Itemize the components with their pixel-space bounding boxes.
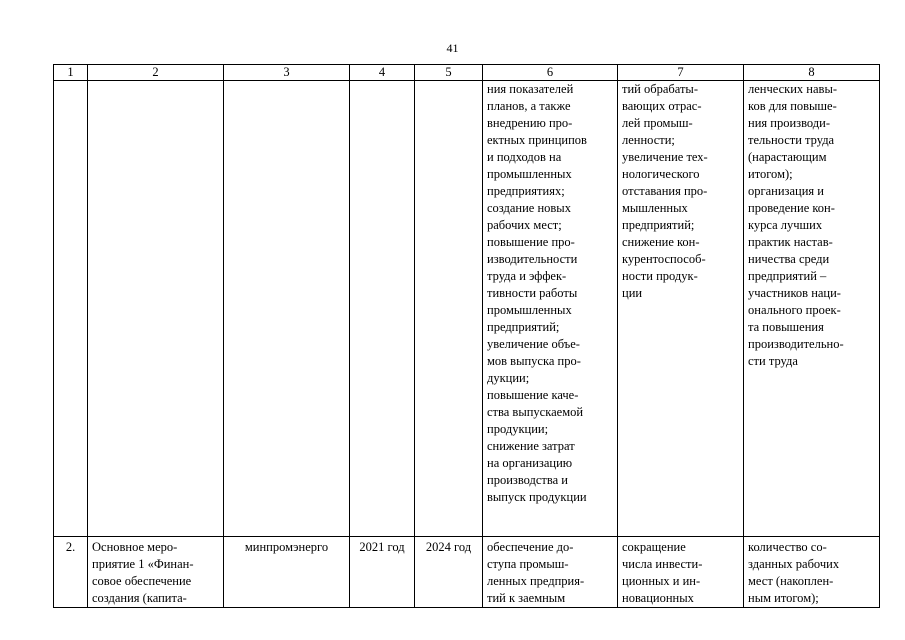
expected-result-cell: ния показателей планов, а также внедрению про- ектных принципов и подходов на промышленных предприятиях; создание новых рабочих мест; повышение про- изводительности труда и эффек- тивности работы промышленных предприятий; увеличение объе- мов выпуска про- дукции; повышение каче- ства выпускаемой продукции; снижение затрат на организацию производства и выпуск продукции	[483, 81, 618, 537]
page-number: 41	[446, 41, 459, 55]
row-number-cell	[54, 81, 88, 537]
header-cell: 5	[415, 65, 483, 81]
measures-table	[53, 64, 880, 608]
end-year-cell: 2024 год	[415, 537, 483, 608]
indicators-cell: ленческих навы- ков для повыше- ния производи- тельности труда (нарастающим итогом); организация и проведение кон- курса лучших практик настав- ничества среди предприятий – участников наци- онального проек- та повышения производительно- сти труда	[744, 81, 880, 537]
expected-result-cell: обеспечение до- ступа промыш- ленных предприя- тий к заемным	[483, 537, 618, 608]
measure-name-cell	[88, 81, 224, 537]
header-cell: 8	[744, 65, 880, 81]
executor-cell	[224, 81, 350, 537]
row-number-cell: 2.	[54, 537, 88, 608]
measure-name-cell: Основное меро- приятие 1 «Финан- совое обеспечение создания (капита-	[88, 537, 224, 608]
consequences-cell: тий обрабаты- вающих отрас- лей промыш- ленности; увеличение тех- нологического отставания про- мышленных предприятий; снижение кон- курентоспособ- ности продук- ции	[618, 81, 744, 537]
consequences-cell: сокращение числа инвести- ционных и ин- новационных	[618, 537, 744, 608]
header-cell: 2	[88, 65, 224, 81]
header-cell: 4	[350, 65, 415, 81]
start-year-cell	[350, 81, 415, 537]
header-row	[54, 65, 880, 81]
indicators-cell: количество со- зданных рабочих мест (накоплен- ным итогом);	[744, 537, 880, 608]
header-cell: 3	[224, 65, 350, 81]
end-year-cell	[415, 81, 483, 537]
table-row	[54, 81, 880, 537]
start-year-cell: 2021 год	[350, 537, 415, 608]
header-cell: 1	[54, 65, 88, 81]
table-row	[54, 537, 880, 608]
header-cell: 7	[618, 65, 744, 81]
header-cell: 6	[483, 65, 618, 81]
executor-cell: минпромэнерго	[224, 537, 350, 608]
